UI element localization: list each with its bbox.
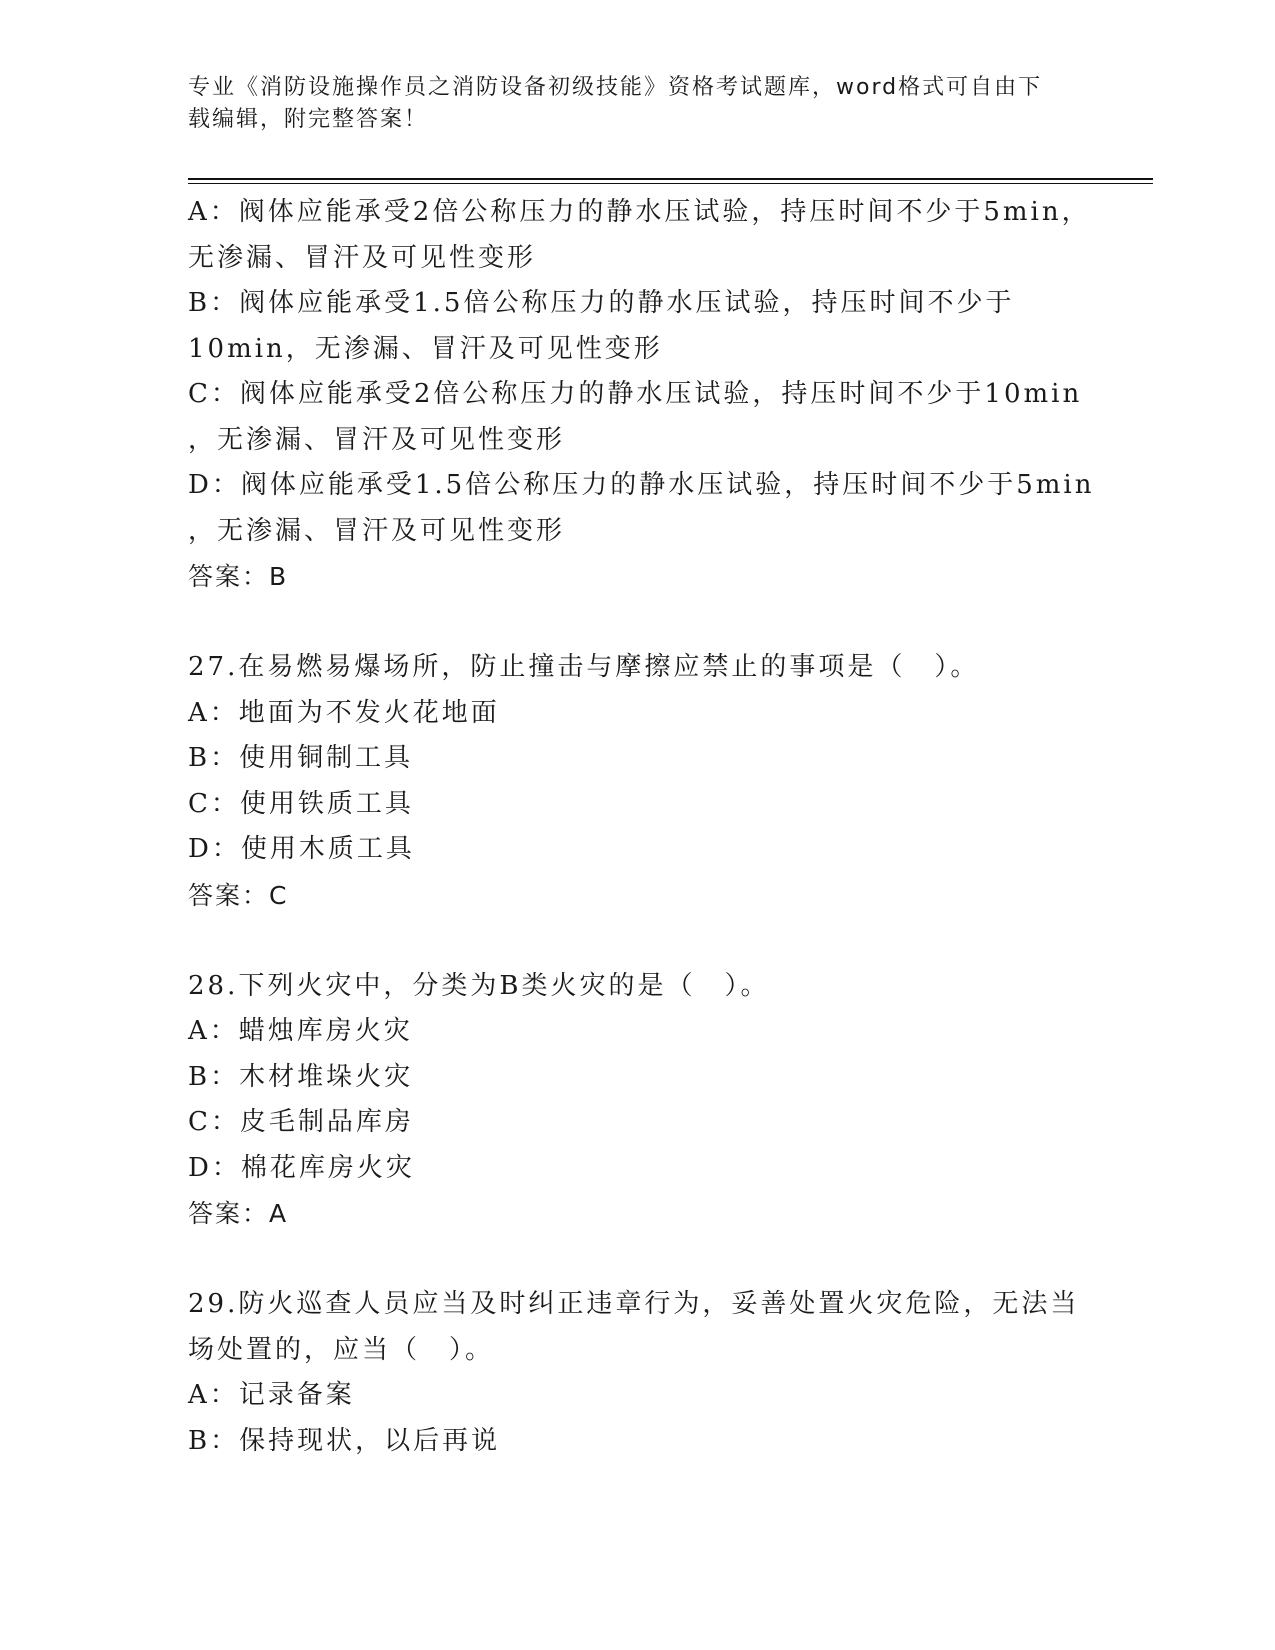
q28-answer: 答案：A xyxy=(188,1199,289,1228)
question-26-block xyxy=(188,190,1108,600)
spacer xyxy=(188,918,1108,964)
q28-option-b: B：木材堆垛火灾 xyxy=(188,1061,414,1092)
question-28-block xyxy=(188,964,1108,1237)
q28-question: 28.下列火灾中，分类为B类火灾的是（ ）。 xyxy=(188,970,770,1001)
document-header xyxy=(188,72,1088,136)
q26-answer: 答案：B xyxy=(188,562,289,591)
spacer xyxy=(188,1237,1108,1283)
header-rule-thin xyxy=(188,183,1153,184)
q29-question-line-2: 场处置的，应当（ ）。 xyxy=(188,1334,495,1365)
question-content xyxy=(188,190,1108,1464)
q26-option-c-line-2: ，无渗漏、冒汗及可见性变形 xyxy=(188,424,566,455)
q28-option-c: C：皮毛制品库房 xyxy=(188,1107,414,1137)
q26-option-c-line-1: C：阀体应能承受2倍公称压力的静水压试验，持压时间不少于10min xyxy=(188,379,1083,409)
q27-option-d: D：使用木质工具 xyxy=(188,834,415,864)
q27-option-b: B：使用铜制工具 xyxy=(188,743,414,773)
question-29-block xyxy=(188,1282,1108,1464)
q28-option-a: A：蜡烛库房火灾 xyxy=(188,1016,413,1046)
q28-option-d: D：棉花库房火灾 xyxy=(188,1152,415,1183)
header-line-2: 载编辑，附完整答案！ xyxy=(188,107,429,132)
q26-option-b-line-1: B：阀体应能承受1.5倍公称压力的静水压试验，持压时间不少于 xyxy=(188,288,1015,318)
header-line-1: 专业《消防设施操作员之消防设备初级技能》资格考试题库，word格式可自由下 xyxy=(188,75,1043,100)
q26-option-d-line-2: ，无渗漏、冒汗及可见性变形 xyxy=(188,515,566,546)
q27-option-a: A：地面为不发火花地面 xyxy=(188,697,500,728)
spacer xyxy=(188,600,1108,646)
q29-question-line-1: 29.防火巡查人员应当及时纠正违章行为，妥善处置火灾危险，无法当 xyxy=(188,1289,1080,1319)
q27-option-c: C：使用铁质工具 xyxy=(188,788,414,819)
header-rule-thick xyxy=(188,178,1153,180)
question-27-block xyxy=(188,645,1108,918)
q26-option-a-line-2: 无渗漏、冒汗及可见性变形 xyxy=(188,242,537,273)
q26-option-d-line-1: D：阀体应能承受1.5倍公称压力的静水压试验，持压时间不少于5min xyxy=(188,470,1095,500)
q26-option-b-line-2: 10min，无渗漏、冒汗及可见性变形 xyxy=(188,333,663,364)
q27-question: 27.在易燃易爆场所，防止撞击与摩擦应禁止的事项是（ ）。 xyxy=(188,652,980,682)
q26-option-a-line-1: A：阀体应能承受2倍公称压力的静水压试验，持压时间不少于5min， xyxy=(188,197,1091,227)
q27-answer: 答案：C xyxy=(188,880,289,910)
q29-option-a: A：记录备案 xyxy=(188,1380,355,1410)
q29-option-b: B：保持现状，以后再说 xyxy=(188,1425,501,1456)
